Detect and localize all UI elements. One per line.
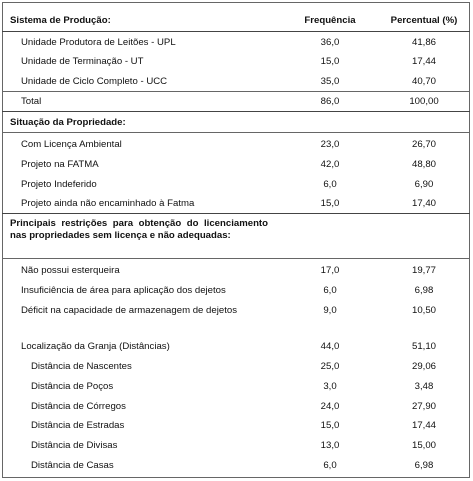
table-row-label: Distância de Divisas [31,440,118,451]
table-row-percent: 15,00 [411,440,436,451]
table-row-percent: 3,48 [414,381,434,392]
table-row-frequency: 25,0 [320,361,340,372]
table-row-label: Projeto na FATMA [21,159,99,170]
row-divider [2,91,470,92]
table-row-frequency: 42,0 [320,159,340,170]
table-row-percent: 26,70 [411,139,436,150]
table-row-percent: 40,70 [411,76,436,87]
table-row-label: Projeto Indeferido [21,179,97,190]
table-row-percent: 27,90 [411,401,436,412]
section-title-situacao: Situação da Propriedade: [10,117,126,128]
table-row-label: Insuficiência de área para aplicação dos dejetos [21,285,226,296]
table-row-frequency: 15,0 [320,198,340,209]
table-row-label: Unidade Produtora de Leitões - UPL [21,37,176,48]
table-row-percent: 51,10 [411,341,436,352]
table-row-frequency: 6,0 [323,179,337,190]
section-divider [2,213,470,214]
table-row-percent: 100,00 [409,96,439,107]
table-row-percent: 6,90 [414,179,434,190]
table-row-percent: 48,80 [411,159,436,170]
table-row-percent: 19,77 [411,265,436,276]
table-row-label: Unidade de Terminação - UT [21,56,144,67]
table-row-label: Projeto ainda não encaminhado à Fatma [21,198,195,209]
table-row-percent: 17,40 [411,198,436,209]
table-row-frequency: 44,0 [320,341,340,352]
table-row-frequency: 9,0 [323,305,337,316]
section-title-restricoes: Principais restrições para obtenção do licenciamento nas propriedades sem licença e não adequadas: [10,218,268,241]
table-row-frequency: 35,0 [320,76,340,87]
section-title-sistema: Sistema de Produção: [10,15,111,26]
section-divider [2,111,470,112]
column-header-frequencia: Frequência [304,15,356,26]
table-row-frequency: 17,0 [320,265,340,276]
column-header-percentual: Percentual (%) [390,15,458,26]
table-row-percent: 17,44 [411,56,436,67]
table-row-frequency: 23,0 [320,139,340,150]
table-row-frequency: 3,0 [323,381,337,392]
table-row-label: Déficit na capacidade de armazenagem de dejetos [21,305,237,316]
table-row-label: Distância de Casas [31,460,114,471]
table-row-frequency: 86,0 [320,96,340,107]
section-divider [2,258,470,259]
table-row-frequency: 24,0 [320,401,340,412]
table-row-frequency: 6,0 [323,460,337,471]
table-row-label: Distância de Poços [31,381,114,392]
table-row-label: Unidade de Ciclo Completo - UCC [21,76,168,87]
header-divider [2,31,470,32]
table-row-frequency: 36,0 [320,37,340,48]
table-row-label: Distância de Nascentes [31,361,132,372]
table-row-percent: 6,98 [414,285,434,296]
table-row-frequency: 13,0 [320,440,340,451]
table-row-percent: 10,50 [411,305,436,316]
table-row-percent: 6,98 [414,460,434,471]
table-row-percent: 29,06 [411,361,436,372]
table-row-label: Localização da Granja (Distâncias) [21,341,170,352]
table-row-frequency: 15,0 [320,420,340,431]
table-row-label: Distância de Córregos [31,401,126,412]
section-divider [2,132,470,133]
table-row-frequency: 15,0 [320,56,340,67]
table-row-percent: 41,86 [411,37,436,48]
table-row-label: Distância de Estradas [31,420,125,431]
table-row-label: Com Licença Ambiental [21,139,122,150]
table-row-label-total: Total [21,96,42,107]
table-row-frequency: 6,0 [323,285,337,296]
table-row-percent: 17,44 [411,420,436,431]
table-row-label: Não possui esterqueira [21,265,120,276]
